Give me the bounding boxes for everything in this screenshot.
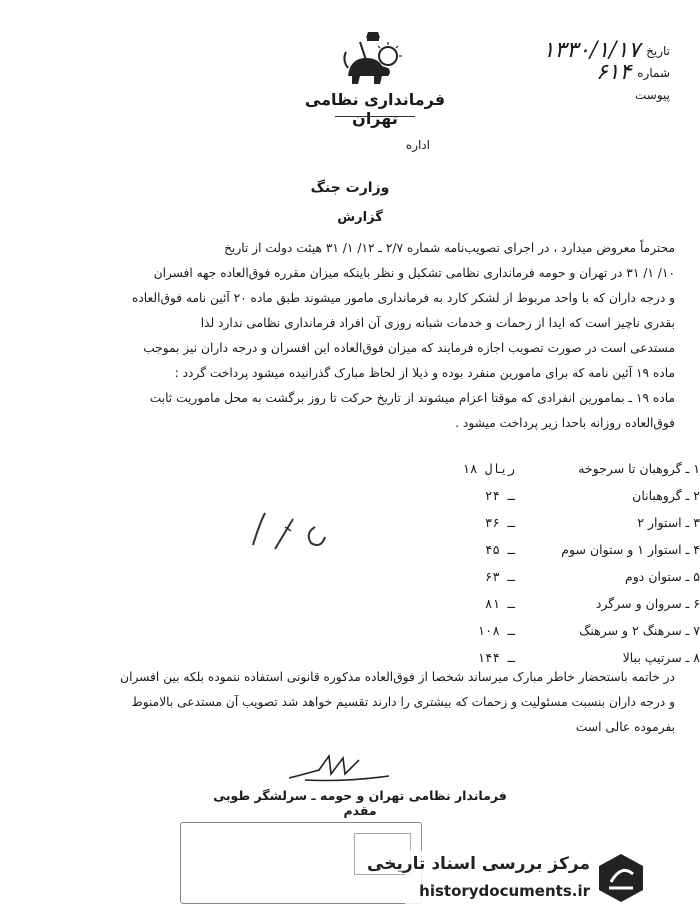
rate-row — [300, 509, 700, 536]
rate-amount: ۲۴ ـ — [484, 488, 515, 503]
rate-row — [300, 482, 700, 509]
rank-label: ۸ ـ سرتیپ ببالا — [622, 650, 700, 665]
body-line: مستدعی است در صورت تصویب اجازه فرمایند که میزان فوق‌العاده این افسران و درجه داران نیز بموجب — [143, 341, 675, 355]
rank-label: ۶ ـ سروان و سرگرد — [595, 596, 700, 611]
report-heading: گزارش — [337, 210, 383, 225]
watermark-url: historydocuments.ir — [419, 882, 590, 900]
rate-amount: ۱۴۴ ـ — [477, 650, 515, 665]
rank-label: ۵ ـ ستوان دوم — [625, 569, 700, 584]
number-label: شماره — [637, 66, 670, 80]
rank-label: ۲ ـ گروهبانان — [632, 488, 700, 503]
letter-body — [60, 236, 675, 436]
body-line: ماده ۱۹ ـ بمامورین انفرادی که موقتا اعزام میشوند از تاریخ حرکت تا روز برگشت به محل ماموریت ثابت — [149, 391, 675, 405]
rate-amount: ۱۰۸ ـ — [477, 623, 515, 638]
rank-label: ۴ ـ استوار ۱ و ستوان سوم — [561, 542, 700, 557]
body-line: فوق‌العاده روزانه باحدا زیر پرداخت میشود . — [455, 416, 675, 430]
rate-row — [300, 563, 700, 590]
handwritten-marginal-note-icon — [245, 505, 335, 560]
title-rule — [335, 116, 415, 117]
rate-amount: ۸۱ ـ — [484, 596, 515, 611]
department-label: اداره — [405, 138, 430, 152]
closing-line: بفرموده عالی است — [575, 720, 675, 734]
recipient: وزارت جنگ — [310, 180, 390, 196]
body-line: بقدری ناچیز است که ایدا از زحمات و خدمات شبانه روزی آن افراد فرمانداری نظامی ندارد لذا — [200, 316, 675, 330]
rate-amount: ۱۸ ریال — [462, 461, 515, 476]
closing-paragraph — [55, 665, 675, 740]
rate-row — [300, 536, 700, 563]
rate-row — [300, 590, 700, 617]
date-value: ۱۳۳۰/۱/۱۷ — [542, 38, 641, 63]
lion-and-sun-emblem-icon — [338, 28, 408, 90]
rank-label: ۳ ـ استوار ۲ — [637, 515, 700, 530]
body-line: ماده ۱۹ آئین نامه که برای مامورین منفرد بوده و ذیلا از لحاظ مبارک گذرانیده میشود پرداخت گردد : — [174, 366, 675, 380]
signature-icon — [285, 752, 395, 784]
rate-amount: ۶۳ ـ — [484, 569, 515, 584]
rate-row — [300, 617, 700, 644]
attachment-label: پیوست — [635, 88, 670, 102]
signatory: فرماندار نظامی تهران و حومه ـ سرلشگر طوبی مقدم — [213, 788, 507, 818]
rank-label: ۱ ـ گروهبان تا سرجوخه — [578, 461, 700, 476]
watermark-title: مرکز بررسی اسناد تاریخی — [367, 854, 590, 874]
archive-watermark — [367, 850, 645, 910]
body-line: و درجه داران که با واحد مربوط از لشکر کارد به فرمانداری مامور میشوند طبق ماده ۲۰ آئین نامه فوق‌العاده — [131, 291, 675, 305]
closing-line: در خاتمه باستحضار خاطر مبارک میرساند شخصا از فوق‌العاده مذکوره قانونی استفاده ننموده بلکه بین افسران — [120, 670, 675, 684]
rate-row — [300, 455, 700, 482]
body-line: ۱۰/ ۱/ ۳۱ در تهران و حومه فرمانداری نظامی تشکیل و نظر باینکه میزان مقرره فوق‌العاده جهه افسران — [153, 266, 675, 280]
closing-line: و درجه داران بنسبت مسئولیت و زحمات که بیشتری را دارند تقسیم خواهد شد تصویب آن مستدعی بالامنوط — [131, 695, 675, 709]
number-value: ۶۱۴ — [595, 60, 632, 85]
rate-amount: ۳۶ ـ — [484, 515, 515, 530]
date-label: تاریخ — [646, 44, 670, 58]
allowance-rate-list — [300, 455, 700, 671]
archive-logo-icon — [597, 852, 645, 904]
body-line: محترماً معروض میدارد ، در اجرای تصویب‌نامه شماره ۲/۷ ـ ۱۲/ ۱/ ۳۱ هیئت دولت از تاریخ — [224, 241, 675, 255]
rate-amount: ۴۵ ـ — [484, 542, 515, 557]
organization-title: فرمانداری نظامی تهران — [304, 90, 446, 128]
letter-meta — [510, 40, 670, 106]
rank-label: ۷ ـ سرهنگ ۲ و سرهنگ — [579, 623, 700, 638]
